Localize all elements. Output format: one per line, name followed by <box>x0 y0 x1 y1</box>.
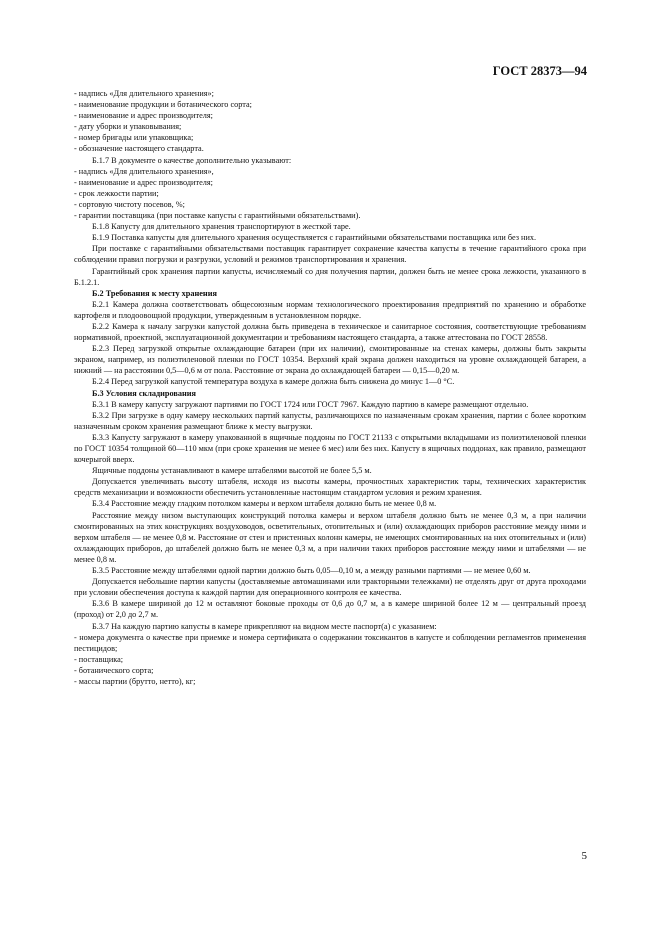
clause-b-3-5: Б.3.5 Расстояние между штабелями одной партии должно быть 0,05—0,10 м, а между разными партиями — не менее 0,60 м. <box>92 566 531 576</box>
paragraph: Расстояние между низом выступающих конструкций потолка камеры и верхом штабеля должно быть не менее 0,3 м, а при наличии смонтированных на этих конструкциях воздуховодов, осветительных, отопительных и (или) охлаждающих приборов расстояние между ними и верхом штабеля — не менее 0,8 м. Расстояние от стен и пристенных колонн камеры, не имеющих смонтированных на них отопительных и (или) охлаждающих приборов, до штабелей должно быть не менее 0,3 м, а при наличии таких приборов расстояние между ними и штабелями — не менее 0,8 м. <box>74 510 586 564</box>
clause-b-2-1: Б.2.1 Камера должна соответствовать общесоюзным нормам технологического проектирования предприятий по хранению и обработке картофеля и плодоовощной продукции, утвержденным в установленном порядке. <box>74 299 586 320</box>
list-item: - сортовую чистоту посевов, %; <box>74 199 185 209</box>
list-item: - наименование продукции и ботанического сорта; <box>74 100 252 110</box>
paragraph: Допускается небольшие партии капусты (доставляемые автомашинами или тракторными тележками) не отделять друг от друга проходами при условии обеспечения доступа к каждой партии для операционного контроля ее качества. <box>74 577 586 598</box>
list-item: - дату уборки и упаковывания; <box>74 122 182 132</box>
clause-b-3-2: Б.3.2 При загрузке в одну камеру нескольких партий капусты, различающихся по назначенным срокам хранения, партии с более коротким назначенным сроком хранения размещают ближе к месту выгрузки. <box>74 410 586 431</box>
list-item: - номера документа о качестве при приемке и номера сертификата о содержании токсикантов в капусте и соблюдении регламентов применения пестицидов; <box>74 632 586 653</box>
paragraph: При поставке с гарантийными обязательствами поставщик гарантирует сохранение качества капусты в течение гарантийного срока при соблюдении правил погрузки и разгрузки, условий и режимов транспортирования и хранения. <box>74 244 586 265</box>
list-item: - массы партии (брутто, нетто), кг; <box>74 676 196 686</box>
clause-b-1-9: Б.1.9 Поставка капусты для длительного хранения осуществляется с гарантийными обязательствами поставщика или без них. <box>92 233 537 243</box>
standard-header: ГОСТ 28373—94 <box>492 64 587 78</box>
list-item: - надпись «Для длительного хранения»; <box>74 89 214 98</box>
list-item: - ботанического сорта; <box>74 665 154 675</box>
clause-b-2-3: Б.2.3 Перед загрузкой открытые охлаждающие батареи (при их наличии), смонтированные на стенах камеры, должны быть закрыты экраном, например, из полиэтиленовой пленки по ГОСТ 10354. Верхний край экрана должен находиться на уровне охлаждающей батареи, а нижний — на расстоянии 0,5—0,6 м от пола. Расстояние от экрана до охлаждающей батареи — 0,15—0,20 м. <box>74 344 586 376</box>
clause-b-1-7: Б.1.7 В документе о качестве дополнительно указывают: <box>92 155 292 165</box>
document-body <box>74 88 586 687</box>
list-item: - поставщика; <box>74 654 124 664</box>
clause-b-2-4: Б.2.4 Перед загрузкой капустой температура воздуха в камере должна быть снижена до минус 1—0 °С. <box>92 377 455 387</box>
list-item: - наименование и адрес производителя; <box>74 177 213 187</box>
clause-b-3-3: Б.3.3 Капусту загружают в камеру упакованной в ящичные поддоны по ГОСТ 21133 с открытыми вкладышами из полиэтиленовой пленки по ГОСТ 10354 толщиной 60—110 мкм (при сроке хранения не менее 6 мес) или без них. Капусту в ящичных поддонах, как правило, размещают кочерыгой вверх. <box>74 432 586 465</box>
clause-b-3-1: Б.3.1 В камеру капусту загружают партиями по ГОСТ 1724 или ГОСТ 7967. Каждую партию в камере размещают отдельно. <box>92 399 529 409</box>
clause-b-2-2: Б.2.2 Камера к началу загрузки капустой должна быть приведена в техническое и санитарное состояния, соответствующие требованиям нормативной, проектной, эксплуатационной документации и требованиям настоящего стандарта, а также аттестована по ГОСТ 28558. <box>74 321 586 343</box>
section-heading-b-2: Б.2 Требования к месту хранения <box>92 288 217 298</box>
list-item: - надпись «Для длительного хранения», <box>74 166 214 176</box>
clause-b-3-7: Б.3.7 На каждую партию капусты в камере прикрепляют на видном месте паспорт(а) с указанием: <box>92 621 437 631</box>
clause-b-3-6: Б.3.6 В камере шириной до 12 м оставляют боковые проходы от 0,6 до 0,7 м, а в камере шириной более 12 м — центральный проезд (проход) от 2,0 до 2,7 м. <box>74 599 586 620</box>
paragraph: Ящичные поддоны устанавливают в камере штабелями высотой не более 5,5 м. <box>92 466 372 476</box>
list-item: - обозначение настоящего стандарта. <box>74 144 204 154</box>
clause-b-1-8: Б.1.8 Капусту для длительного хранения транспортируют в жесткой таре. <box>92 222 351 232</box>
list-item: - срок лежкости партии; <box>74 188 159 198</box>
page-number: 5 <box>581 850 587 862</box>
paragraph: Гарантийный срок хранения партии капусты, исчисляемый со дня получения партии, должен быть не менее срока лежкости, указанного в Б.1.2.1. <box>74 266 586 287</box>
paragraph: Допускается увеличивать высоту штабеля, исходя из высоты камеры, прочностных характеристик тары, технических характеристик средств механизации и возможности обеспечить установленные настоящим стандартом условия и режим хранения. <box>74 477 586 498</box>
list-item: - гарантии поставщика (при поставке капусты с гарантийными обязательствами). <box>74 211 361 221</box>
clause-b-3-4: Б.3.4 Расстояние между гладким потолком камеры и верхом штабеля должно быть не менее 0,8 м. <box>92 499 437 509</box>
list-item: - номер бригады или упаковщика; <box>74 133 194 143</box>
section-heading-b-3: Б.3 Условия складирования <box>92 388 196 398</box>
list-item: - наименование и адрес производителя; <box>74 111 213 121</box>
